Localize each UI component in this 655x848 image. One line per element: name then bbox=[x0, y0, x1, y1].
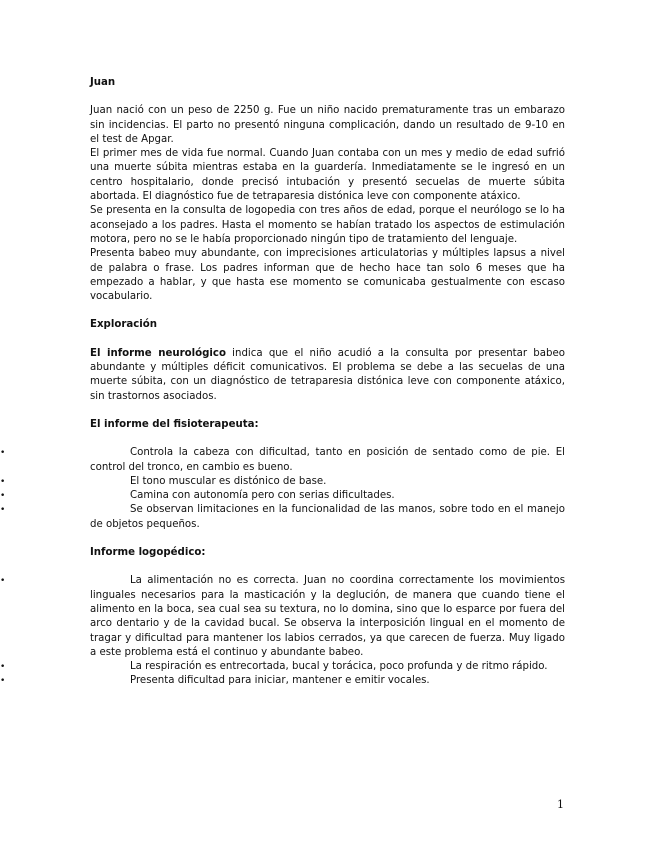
list-item bbox=[0, 660, 565, 674]
bullet-icon: • bbox=[0, 676, 6, 687]
list-item-text: Presenta dificultad para iniciar, mantener e emitir vocales. bbox=[130, 675, 430, 687]
physio-heading: El informe del fisioterapeuta: bbox=[90, 418, 259, 430]
list-item bbox=[0, 475, 565, 489]
neuro-report-text: indica que el niño acudió a la consulta por presentar babeo abundante y múltiples déficit comunicativos. El problema se debe a las secuelas de una muerte súbita, con un diagnóstico de tetraparesia distónica leve con componente atáxico, sin trastornos asociados. bbox=[90, 347, 565, 402]
neuro-report-paragraph bbox=[90, 347, 565, 404]
list-item-text: La alimentación no es correcta. Juan no coordina correctamente los movimientos linguales necesarios para la masticación y la deglución, de manera que cuando tiene el alimento en la boca, sea cual sea su textura, no lo domina, sino que lo esparce por fuera del arco dentario y de la cavidad bucal. Se observa la interposición lingual en el momento de tragar y dificultad para mantener los labios cerrados, ya que carecen de fuerza. Muy ligado a este problema está el continuo y abundante babeo. bbox=[90, 575, 565, 658]
list-item bbox=[0, 446, 565, 475]
list-item bbox=[0, 674, 565, 688]
list-item bbox=[0, 489, 565, 503]
list-item-text: La respiración es entrecortada, bucal y torácica, poco profunda y de ritmo rápido. bbox=[130, 661, 548, 673]
intro-paragraph: Presenta babeo muy abundante, con imprecisiones articulatorias y múltiples lapsus a nivel de palabra o frase. Los padres informan que de hecho hace tan solo 6 meses que ha empezado a hablar, y que hasta ese momento se comunicaba gestualmente con escaso vocabulario. bbox=[90, 248, 565, 303]
list-item-text: Se observan limitaciones en la funcionalidad de las manos, sobre todo en el manejo de objetos pequeños. bbox=[90, 504, 565, 530]
logo-heading: Informe logopédico: bbox=[90, 547, 206, 559]
bullet-icon: • bbox=[0, 505, 6, 516]
list-item-text: Camina con autonomía pero con serias dificultades. bbox=[130, 490, 395, 502]
bullet-icon: • bbox=[0, 448, 6, 459]
page-number: 1 bbox=[557, 798, 564, 811]
bullet-icon: • bbox=[0, 476, 6, 487]
bullet-icon: • bbox=[0, 576, 6, 587]
logo-list bbox=[0, 574, 565, 688]
physio-list bbox=[0, 446, 565, 532]
list-item bbox=[0, 574, 565, 660]
intro-paragraph: Se presenta en la consulta de logopedia con tres años de edad, porque el neurólogo se lo ha aconsejado a los padres. Hasta el momento se habían tratado los aspectos de estimulación motora, pero no se le había proporcionado ningún tipo de tratamiento del lenguaje. bbox=[90, 205, 565, 245]
neuro-report-label: El informe neurológico bbox=[90, 347, 226, 359]
intro-paragraph: Juan nació con un peso de 2250 g. Fue un niño nacido prematuramente tras un embarazo sin incidencias. El parto no presentó ninguna complicación, dando un resultado de 9-10 en el test de Apgar. bbox=[90, 105, 565, 145]
bullet-icon: • bbox=[0, 491, 6, 502]
intro-paragraph: El primer mes de vida fue normal. Cuando Juan contaba con un mes y medio de edad sufrió una muerte súbita mientras estaba en la guardería. Inmediatamente se le ingresó en un centro hospitalario, donde precisó intubación y presentó secuelas de muerte súbita abortada. El diagnóstico fue de tetraparesia distónica leve con componente atáxico. bbox=[90, 148, 565, 203]
exploration-heading: Exploración bbox=[90, 319, 157, 331]
list-item bbox=[0, 503, 565, 532]
list-item-text: Controla la cabeza con dificultad, tanto en posición de sentado como de pie. El control del tronco, en cambio es bueno. bbox=[90, 447, 565, 473]
bullet-icon: • bbox=[0, 662, 6, 673]
document-body bbox=[0, 76, 565, 689]
document-title: Juan bbox=[90, 77, 116, 88]
list-item-text: El tono muscular es distónico de base. bbox=[130, 475, 327, 487]
